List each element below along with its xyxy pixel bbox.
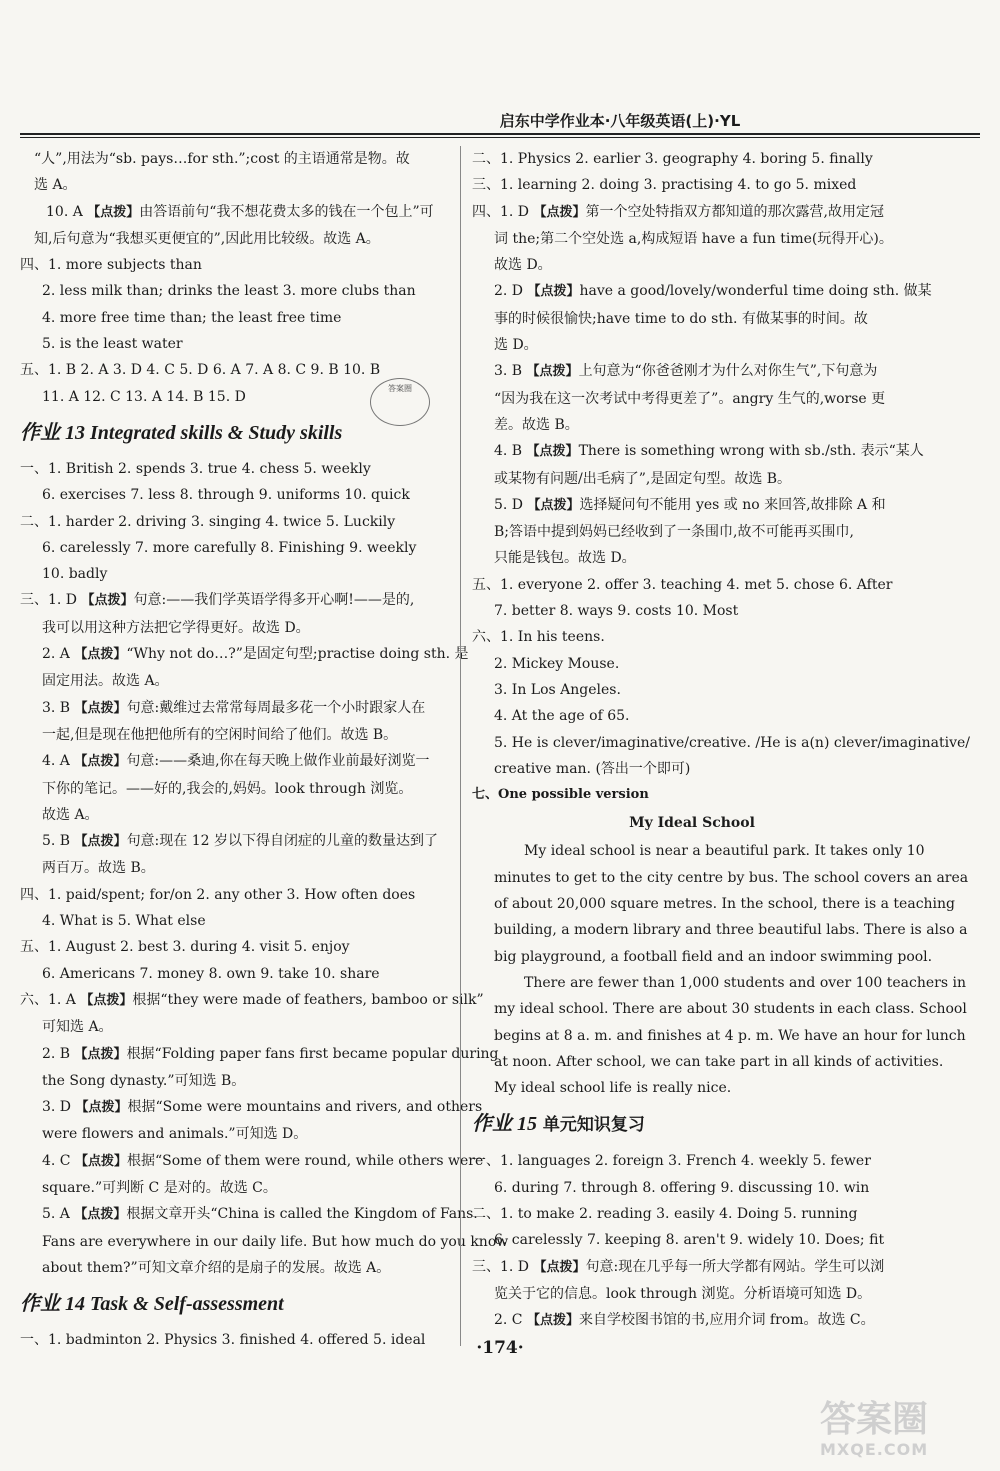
section-title: 单元知识复习 bbox=[537, 1115, 645, 1136]
answer-line bbox=[472, 199, 912, 226]
answer-text: 根据“Some were mountains and rivers, and others bbox=[127, 1099, 483, 1116]
answer-text: 4. B bbox=[494, 443, 527, 460]
answer-line: 知,后句意为“我想买更便宜的”,因此用比较级。故选 A。 bbox=[34, 230, 380, 247]
answer-text: 根据文章开头“China is called the Kingdom of Fans. bbox=[126, 1206, 478, 1223]
answer-line: 一、1. languages 2. foreign 3. French 4. weekly 5. fewer bbox=[472, 1153, 871, 1170]
header-rule bbox=[20, 133, 980, 135]
answer-line: 5. He is clever/imaginative/creative. /He is a(n) clever/imaginative/ bbox=[494, 734, 970, 751]
answer-text: 四、1. D bbox=[472, 203, 534, 220]
answer-line: my ideal school. There are about 30 students in each class. School bbox=[494, 1001, 967, 1018]
answer-text: 由答语前句“我不想花费太多的钱在一个包上”可 bbox=[139, 203, 434, 220]
hint-tag: 【点拨】 bbox=[87, 204, 140, 220]
hint-tag: 【点拨】 bbox=[80, 992, 133, 1008]
answer-line: “人”,用法为“sb. pays…for sth.”;cost 的主语通常是物。故 bbox=[34, 151, 410, 167]
answer-line: 二、1. to make 2. reading 3. easily 4. Doing 5. running bbox=[472, 1205, 858, 1222]
answer-text: 三、1. D bbox=[472, 1258, 534, 1275]
hint-tag: 【点拨】 bbox=[75, 1100, 128, 1116]
hint-tag: 【点拨】 bbox=[533, 1259, 586, 1275]
answer-line: 五、1. everyone 2. offer 3. teaching 4. met 5. chose 6. After bbox=[472, 576, 893, 593]
answer-line: 6. exercises 7. less 8. through 9. uniforms 10. quick bbox=[42, 487, 410, 504]
answer-line bbox=[20, 587, 450, 614]
answer-line: There are fewer than 1,000 students and over 100 teachers in bbox=[524, 974, 966, 991]
answer-text: 5. A bbox=[42, 1206, 75, 1223]
answer-line: 7. better 8. ways 9. costs 10. Most bbox=[494, 603, 739, 620]
page-number: ·174· bbox=[476, 1338, 524, 1358]
answer-text: 5. D bbox=[494, 496, 528, 513]
answer-text: 句意:现在 12 岁以下得自闭症的儿童的数量达到了 bbox=[126, 833, 438, 850]
answer-line: 6. carelessly 7. keeping 8. aren't 9. widely 10. Does; fit bbox=[494, 1232, 885, 1249]
answer-line bbox=[20, 695, 450, 722]
section-title: Task & Self-assessment bbox=[85, 1293, 284, 1316]
answer-line: 事的时候很愉快;have time to do sth. 有做某事的时间。故 bbox=[494, 310, 868, 327]
answer-line: 四、1. paid/spent; for/on 2. any other 3. How often does bbox=[20, 886, 416, 903]
answer-line: 6. during 7. through 8. offering 9. discussing 10. win bbox=[494, 1179, 870, 1196]
answer-line: 或某物有问题/出毛病了”,是固定句型。故选 B。 bbox=[494, 470, 792, 487]
answer-text: 来自学校图书馆的书,应用介词 from。故选 C。 bbox=[579, 1312, 875, 1329]
answer-line: 六、1. In his teens. bbox=[472, 629, 605, 646]
answer-line: 二、1. harder 2. driving 3. singing 4. twice 5. Luckily bbox=[20, 513, 396, 530]
answer-line: “因为我在这一次考试中考得更差了”。angry 生气的,worse 更 bbox=[494, 390, 886, 407]
answer-line bbox=[20, 987, 484, 1014]
answer-line: were flowers and animals.”可知选 D。 bbox=[42, 1126, 308, 1143]
answer-text: 根据“they were made of feathers, bamboo or silk” bbox=[132, 991, 484, 1008]
answer-text: 句意:戴维过去常常每周最多花一个小时跟家人在 bbox=[126, 699, 426, 716]
answer-text: 选择疑问句不能用 yes 或 no 来回答,故排除 A 和 bbox=[579, 496, 886, 513]
answer-line: 只能是钱包。故选 D。 bbox=[494, 550, 636, 567]
answer-line: My ideal school is near a beautiful park. It takes only 10 bbox=[524, 843, 925, 860]
answer-line: building, a modern library and three beautiful labs. There is also a bbox=[494, 922, 968, 939]
section-heading bbox=[472, 1107, 912, 1142]
answer-text: 句意:——我们学英语学得多开心啊!——是的, bbox=[133, 592, 415, 609]
answer-text: 4. C bbox=[42, 1152, 75, 1169]
answer-line bbox=[472, 278, 932, 305]
answer-text: 3. B bbox=[494, 363, 527, 380]
header-title: 启东中学作业本·八年级英语(上)·YL bbox=[499, 112, 741, 130]
answer-text: 4. A bbox=[42, 753, 75, 770]
answer-line bbox=[20, 199, 450, 226]
answer-line bbox=[472, 358, 912, 385]
answer-line: 4. At the age of 65. bbox=[494, 708, 630, 725]
hint-tag: 【点拨】 bbox=[74, 647, 127, 663]
answer-line: about them?”可知文章介绍的是扇子的发展。故选 A。 bbox=[42, 1259, 391, 1276]
answer-line: 4. more free time than; the least free time bbox=[42, 309, 342, 326]
hint-tag: 【点拨】 bbox=[74, 700, 127, 716]
watermark-sub: MXQE.COM bbox=[820, 1440, 929, 1459]
header-rule-thin bbox=[20, 137, 980, 138]
answer-line: 下你的笔记。——好的,我会的,妈妈。look through 浏览。 bbox=[42, 780, 413, 797]
answer-line bbox=[20, 828, 450, 855]
answer-line: B;答语中提到妈妈已经收到了一条围巾,故不可能再买围巾, bbox=[494, 524, 854, 541]
watermark-main: 答案圈 bbox=[820, 1399, 929, 1440]
hint-tag: 【点拨】 bbox=[74, 754, 127, 770]
watermark-logo bbox=[820, 1400, 990, 1460]
answer-line: Fans are everywhere in our daily life. But how much do you know bbox=[42, 1233, 509, 1250]
answer-text: 3. B bbox=[42, 699, 75, 716]
answer-line: creative man. (答出一个即可) bbox=[494, 760, 691, 777]
answer-line: 5. is the least water bbox=[42, 336, 183, 353]
answer-line bbox=[20, 1094, 483, 1121]
answer-text: 句意:现在几乎每一所大学都有网站。学生可以浏 bbox=[585, 1258, 885, 1275]
answer-text: 第一个空处特指双方都知道的那次露营,故用定冠 bbox=[585, 203, 884, 220]
hint-tag: 【点拨】 bbox=[533, 204, 586, 220]
hint-tag: 【点拨】 bbox=[74, 1153, 127, 1169]
answer-line: 固定用法。故选 A。 bbox=[42, 673, 169, 690]
stamp-seal: 答案圈 bbox=[370, 378, 430, 426]
answer-line: 3. In Los Angeles. bbox=[494, 681, 621, 698]
answer-text: 根据“Folding paper fans first became popular during bbox=[126, 1045, 499, 1062]
answer-text: 2. A bbox=[42, 646, 75, 663]
answer-line: 一、1. badminton 2. Physics 3. finished 4. offered 5. ideal bbox=[20, 1332, 426, 1349]
hint-tag: 【点拨】 bbox=[526, 1313, 579, 1329]
section-number: 作业 13 bbox=[20, 421, 85, 444]
answer-line: 七、One possible version bbox=[472, 787, 649, 803]
answer-line: 11. A 12. C 13. A 14. B 15. D bbox=[42, 388, 246, 405]
answer-line: 10. badly bbox=[42, 566, 108, 583]
answer-line: 二、1. Physics 2. earlier 3. geography 4. boring 5. finally bbox=[472, 151, 873, 167]
hint-tag: 【点拨】 bbox=[74, 1046, 127, 1062]
answer-line bbox=[20, 641, 469, 668]
answer-line: 可知选 A。 bbox=[42, 1019, 113, 1036]
hint-tag: 【点拨】 bbox=[527, 497, 580, 513]
answer-line: begins at 8 a. m. and finishes at 4 p. m. We have an hour for lunch bbox=[494, 1027, 966, 1044]
answer-line bbox=[20, 1041, 499, 1068]
answer-line: 三、1. learning 2. doing 3. practising 4. to go 5. mixed bbox=[472, 177, 857, 194]
answer-line: 五、1. August 2. best 3. during 4. visit 5. enjoy bbox=[20, 939, 350, 956]
answer-text: 10. A bbox=[46, 203, 88, 220]
answer-line bbox=[472, 438, 924, 465]
right-column bbox=[472, 146, 970, 1334]
answer-line: 选 D。 bbox=[494, 337, 538, 354]
answer-line: at noon. After school, we can take part in all kinds of activities. bbox=[494, 1053, 944, 1070]
answer-text: 2. B bbox=[42, 1045, 75, 1062]
answer-line: 差。故选 B。 bbox=[494, 416, 579, 433]
answer-line: 2. less milk than; drinks the least 3. more clubs than bbox=[42, 283, 416, 300]
hint-tag: 【点拨】 bbox=[526, 364, 579, 380]
hint-tag: 【点拨】 bbox=[527, 284, 580, 300]
answer-text: “Why not do…?”是固定句型;practise doing sth. 是 bbox=[126, 646, 469, 663]
answer-text: 根据“Some of them were round, while others were bbox=[127, 1152, 484, 1169]
answer-line: minutes to get to the city centre by bus. The school covers an area bbox=[494, 869, 969, 886]
answer-line bbox=[20, 748, 450, 775]
hint-tag: 【点拨】 bbox=[81, 593, 134, 609]
answer-line: 2. Mickey Mouse. bbox=[494, 655, 620, 672]
answer-line: 一、1. British 2. spends 3. true 4. chess 5. weekly bbox=[20, 460, 371, 477]
answer-text: 句意:——桑迪,你在每天晚上做作业前最好浏览一 bbox=[126, 753, 430, 770]
section-number: 作业 15 bbox=[472, 1113, 537, 1136]
answer-line: big playground, a football field and an indoor swimming pool. bbox=[494, 948, 933, 965]
answer-text: 2. D bbox=[494, 283, 528, 300]
answer-line: 词 the;第二个空处选 a,构成短语 have a fun time(玩得开心)。 bbox=[494, 230, 893, 247]
answer-line: 故选 A。 bbox=[42, 806, 99, 823]
answer-line bbox=[472, 492, 912, 519]
hint-tag: 【点拨】 bbox=[74, 834, 127, 850]
answer-text: There is something wrong with sb./sth. 表示“某人 bbox=[578, 443, 924, 460]
answer-line: 6. carelessly 7. more carefully 8. Finishing 9. weekly bbox=[42, 539, 417, 556]
answer-line bbox=[472, 1254, 912, 1281]
answer-line: 我可以用这种方法把它学得更好。故选 D。 bbox=[42, 619, 310, 636]
answer-line: My Ideal School bbox=[629, 815, 755, 832]
answer-line: 览关于它的信息。look through 浏览。分析语境可知选 D。 bbox=[494, 1285, 872, 1302]
answer-line: My ideal school life is really nice. bbox=[494, 1080, 732, 1097]
answer-text: 2. C bbox=[494, 1312, 527, 1329]
answer-text: 六、1. A bbox=[20, 991, 81, 1008]
answer-text: 三、1. D bbox=[20, 592, 82, 609]
answer-line bbox=[20, 1148, 484, 1175]
answer-line: the Song dynasty.”可知选 B。 bbox=[42, 1072, 246, 1089]
column-divider bbox=[460, 146, 461, 1346]
section-heading bbox=[20, 1287, 450, 1321]
hint-tag: 【点拨】 bbox=[74, 1207, 127, 1223]
answer-line: 五、1. B 2. A 3. D 4. C 5. D 6. A 7. A 8. C 9. B 10. B bbox=[20, 362, 381, 379]
answer-line: of about 20,000 square metres. In the school, there is a teaching bbox=[494, 896, 956, 913]
answer-line: 两百万。故选 B。 bbox=[42, 860, 155, 877]
section-title: Integrated skills & Study skills bbox=[85, 421, 343, 444]
answer-line: 故选 D。 bbox=[494, 257, 552, 274]
answer-line bbox=[472, 1307, 912, 1334]
answer-line: square.”可判断 C 是对的。故选 C。 bbox=[42, 1179, 277, 1196]
answer-text: 3. D bbox=[42, 1099, 76, 1116]
answer-line bbox=[20, 1201, 478, 1228]
answer-line: 选 A。 bbox=[34, 177, 77, 194]
answer-line: 一起,但是现在他把他所有的空闲时间给了他们。故选 B。 bbox=[42, 726, 398, 743]
answer-line: 6. Americans 7. money 8. own 9. take 10. share bbox=[42, 965, 380, 982]
page-header bbox=[0, 110, 1000, 132]
answer-line: 四、1. more subjects than bbox=[20, 257, 202, 274]
answer-text: 5. B bbox=[42, 833, 75, 850]
section-number: 作业 14 bbox=[20, 1293, 85, 1316]
answer-text: have a good/lovely/wonderful time doing sth. 做某 bbox=[579, 283, 932, 300]
answer-text: 上句意为“你爸爸刚才为什么对你生气”,下句意为 bbox=[578, 363, 878, 380]
hint-tag: 【点拨】 bbox=[526, 444, 579, 460]
answer-line: 4. What is 5. What else bbox=[42, 913, 206, 930]
